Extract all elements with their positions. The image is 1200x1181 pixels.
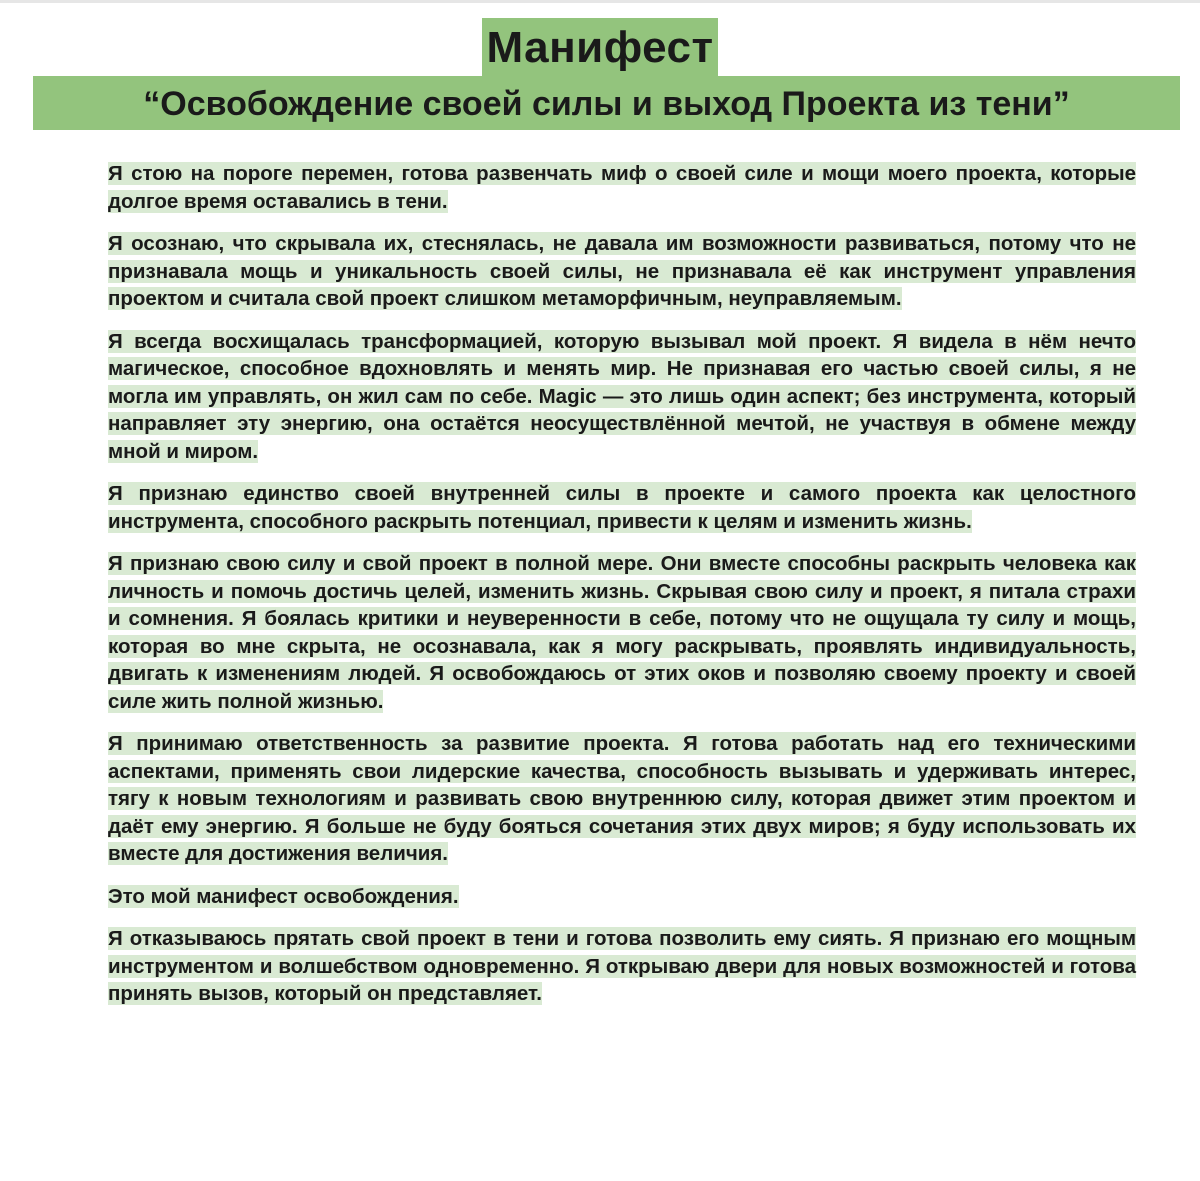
paragraph-text: Я всегда восхищалась трансформацией, которую вызывал мой проект. Я видела в нём нечто магическое, способное вдохновлять и менять мир. Не признавая его частью своей силы, я не могла им управлять, он жил сам по себе. Magic — это лишь один аспект; без инструмента, который направляет эту энергию, она остаётся неосуществлённой мечтой, не участвуя в обмене между мной и миром.: [108, 329, 1136, 463]
paragraph-text: Это мой манифест освобождения.: [108, 884, 459, 908]
paragraph-text: Я признаю единство своей внутренней силы в проекте и самого проекта как целостного инструмента, способного раскрыть потенциал, привести к целям и изменить жизнь.: [108, 482, 1136, 533]
paragraph: [108, 730, 1136, 868]
title-container: [0, 18, 1200, 76]
paragraph: [108, 328, 1136, 466]
paragraph-text: Я отказываюсь прятать свой проект в тени и готова позволить ему сиять. Я признаю его мощным инструментом и волшебством одновременно. Я открываю двери для новых возможностей и готова принять вызов, который он представляет.: [108, 927, 1136, 1005]
paragraph-text: Я стою на пороге перемен, готова развенчать миф о своей силе и мощи моего проекта, которые долгое время оставались в тени.: [108, 162, 1136, 213]
paragraph: [108, 550, 1136, 715]
paragraph-text: Я принимаю ответственность за развитие проекта. Я готова работать над его техническими аспектами, применять свои лидерские качества, способность вызывать и удерживать интерес, тягу к новым технологиям и развивать свою внутреннюю силу, которая движет этим проектом и даёт ему энергию. Я больше не буду бояться сочетания этих двух миров; я буду использовать их вместе для достижения величия.: [108, 732, 1136, 865]
manifesto-body: [108, 160, 1136, 1023]
paragraph: [108, 925, 1136, 1008]
paragraph-text: Я признаю свою силу и свой проект в полной мере. Они вместе способны раскрыть человека как личность и помочь достичь целей, изменить жизнь. Скрывая свою силу и проект, я питала страхи и сомнения. Я боялась критики и неуверенности в себе, потому что не ощущала ту силу и мощь, которая во мне скрыта, не осознавала, как я могу раскрывать, проявлять индивидуальность, двигать к изменениям людей. Я освобождаюсь от этих оков и позволяю своему проекту и своей силе жить полной жизнью.: [108, 552, 1136, 713]
paragraph: [108, 160, 1136, 215]
top-divider: [0, 0, 1200, 3]
subtitle-container: [33, 76, 1180, 130]
paragraph: [108, 480, 1136, 535]
paragraph: [108, 883, 1136, 911]
page-title: Манифест: [482, 18, 717, 76]
paragraph-text: Я осознаю, что скрывала их, стеснялась, не давала им возможности развиваться, потому что не признавала мощь и уникальность своей силы, не признавала её как инструмент управления проектом и считала свой проект слишком метаморфичным, неуправляемым.: [108, 232, 1136, 310]
paragraph: [108, 230, 1136, 313]
page-subtitle: “Освобождение своей силы и выход Проекта из тени”: [33, 76, 1180, 130]
